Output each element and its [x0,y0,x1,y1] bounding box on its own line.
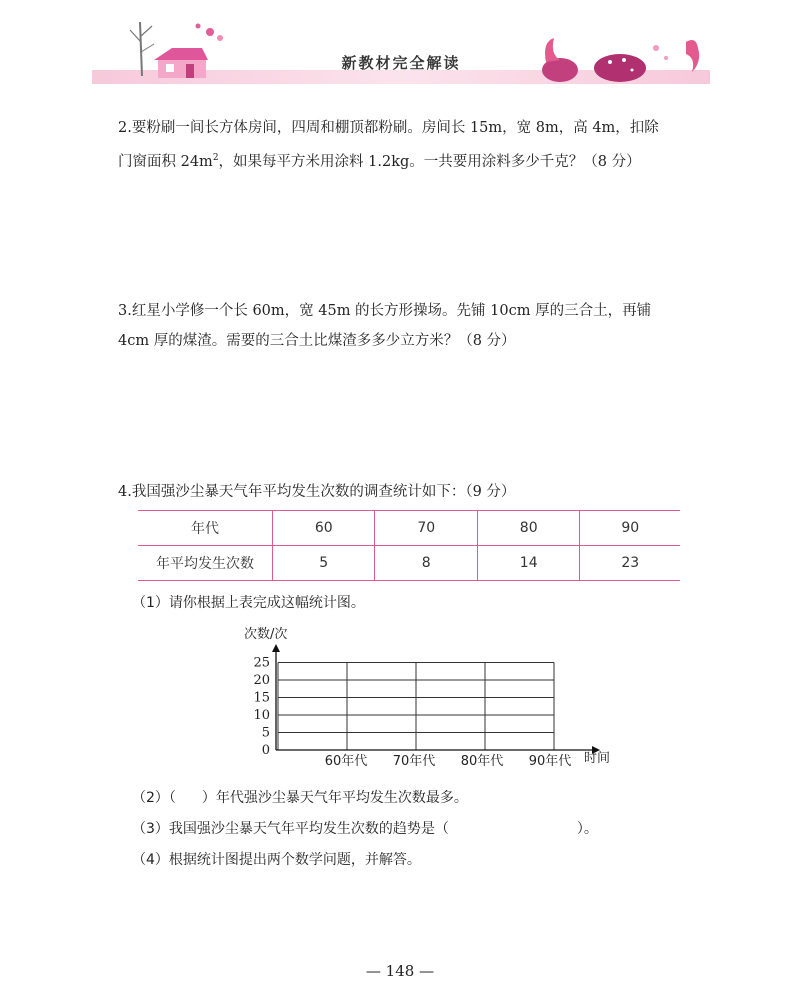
sub-question-2-start: （2）（ [132,790,176,806]
table-row-frequency [138,546,680,581]
sub-question-4: （4）根据统计图提出两个数学问题，并解答。 [132,852,421,868]
table-cell: 23 [580,546,680,581]
table-cell: 60 [273,511,375,546]
question-3 [118,296,718,356]
y-tick-label: 15 [253,690,270,706]
sub-question-1: （1）请你根据上表完成这幅统计图。 [132,595,365,611]
y-tick-label: 10 [253,708,270,723]
question-2-line-2 [118,143,718,177]
sub-question-2 [132,787,468,807]
sub-question-3 [132,818,598,838]
sub-question-2-end: ）年代强沙尘暴天气年平均发生次数最多。 [201,790,468,806]
question-4 [118,477,718,507]
table-cell: 80 [477,511,579,546]
page-header [92,12,710,88]
y-tick-label: 25 [253,655,270,671]
header-flower-illustration [520,32,710,84]
table-cell: 14 [477,546,579,581]
x-tick-label: 90年代 [528,754,572,769]
x-tick-label: 80年代 [460,754,504,769]
header-title: 新教材完全解读 [341,54,461,72]
table-cell: 8 [375,546,477,581]
y-axis-arrow [272,644,280,652]
squared-superscript: 2 [212,153,219,163]
table-cell: 90 [580,511,680,546]
sub-question-3-end: ）。 [576,821,598,837]
question-3-line-2: 4cm 厚的煤渣。需要的三合土比煤渣多多少立方米？（8 分） [118,333,516,349]
question-2-line-1: 2.要粉刷一间长方体房间，四周和棚顶都粉刷。房间长 15m，宽 8m，高 4m，扣除 [118,120,659,136]
x-tick-label: 60年代 [324,754,368,769]
chart-grid [278,663,554,751]
sub-question-3-start: （3）我国强沙尘暴天气年平均发生次数的趋势是（ [132,821,449,837]
question-2-line-2-start: 门窗面积 24m [118,153,213,170]
chart-x-tick-labels [325,753,572,769]
table-header-cell: 年代 [138,511,273,546]
chart-y-axis-label: 次数/次 [244,627,288,642]
chart-axes [272,644,600,754]
table-cell: 70 [375,511,477,546]
page-number: — 148 — [365,962,435,980]
y-tick-label: 20 [253,673,270,688]
question-2-line-2-end: ，如果每平方米用涂料 1.2kg。一共要用涂料多少千克？（8 分） [218,153,641,170]
x-tick-label: 70年代 [392,754,436,769]
question-3-line-1: 3.红星小学修一个长 60m，宽 45m 的长方形操场。先铺 10cm 厚的三合土，再铺 [118,303,652,319]
table-row-decade [138,511,680,546]
table-cell: 5 [273,546,375,581]
header-house-tree-illustration [102,12,232,84]
blank-bar-chart [228,620,624,778]
question-4-line-1: 4.我国强沙尘暴天气年平均发生次数的调查统计如下：（9 分） [118,484,516,500]
y-tick-label: 0 [261,743,270,758]
chart-y-tick-labels [253,656,270,759]
statistics-table [138,510,680,581]
chart-x-axis-label: 时间 [584,751,611,766]
table-header-cell: 年平均发生次数 [138,546,273,581]
y-tick-label: 5 [261,725,270,741]
question-2 [118,113,718,177]
